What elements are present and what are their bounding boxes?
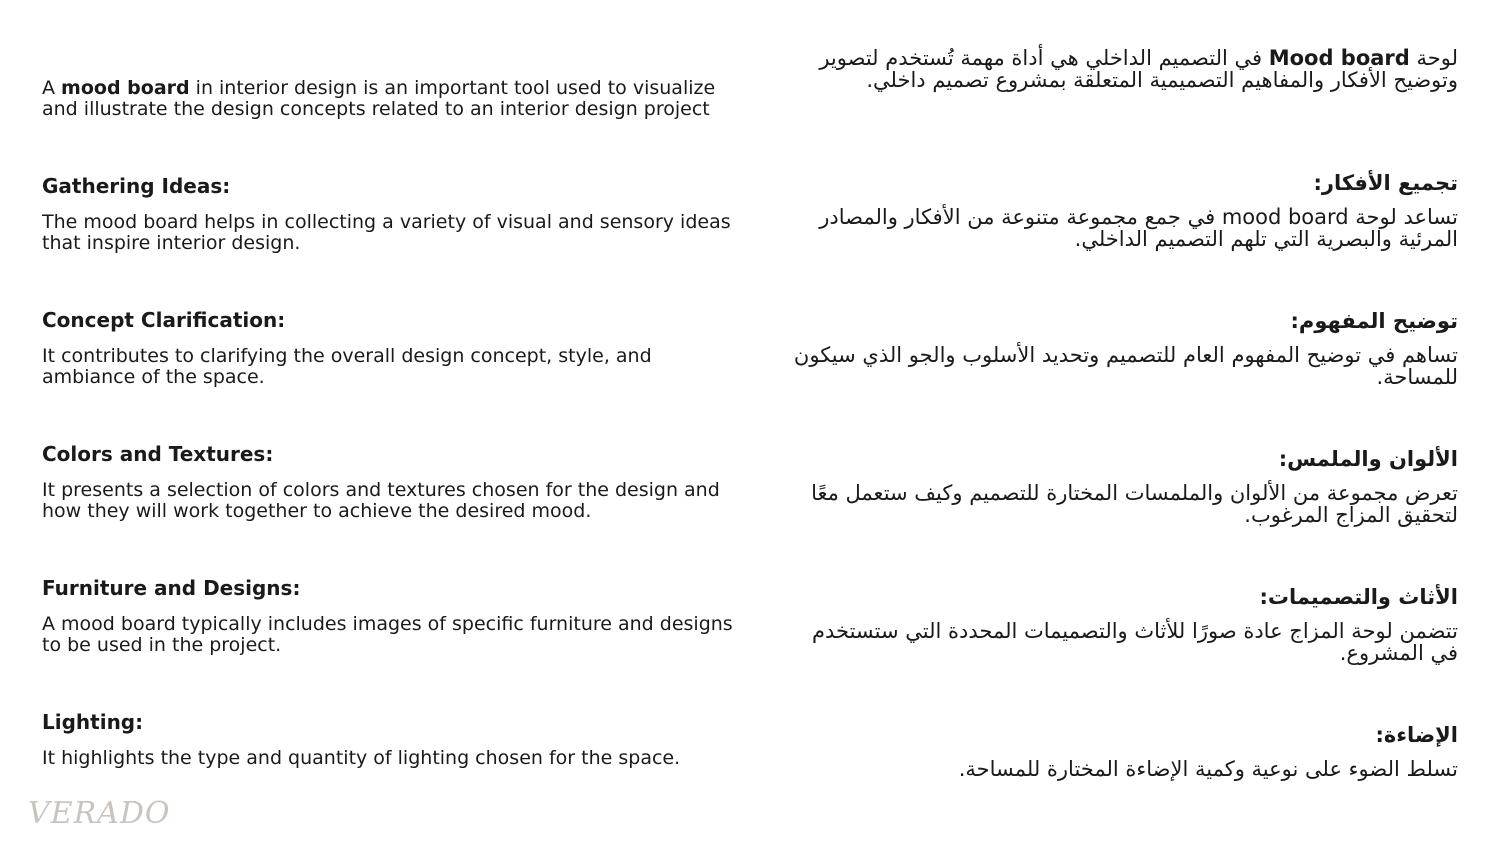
arabic-intro <box>818 47 1458 91</box>
english-section-furniture-designs <box>42 576 742 656</box>
english-body: It contributes to clarifying the overall design concept, style, and ambiance of the space. <box>42 345 652 388</box>
arabic-intro-suffix: في التصميم الداخلي هي أداة مهمة تُستخدم لتصوير وتوضيح الأفكار والمفاهيم التصميمية المتعلقة بمشروع تصميم داخلي. <box>819 46 1458 92</box>
arabic-section-lighting <box>778 722 1458 780</box>
arabic-section-gathering-ideas <box>778 170 1458 250</box>
english-heading: Lighting: <box>42 710 144 734</box>
english-intro-prefix: A <box>42 77 62 99</box>
arabic-section-colors-textures <box>778 446 1458 526</box>
arabic-heading: الأثاث والتصميمات: <box>1259 585 1458 609</box>
arabic-intro-bold-term: Mood board <box>1268 46 1410 70</box>
arabic-body: تعرض مجموعة من الألوان والملمسات المختارة للتصميم وكيف ستعمل معًا لتحقيق المزاج المرغوب. <box>811 481 1458 527</box>
arabic-body: تتضمن لوحة المزاج عادة صورًا للأثاث والتصميمات المحددة التي ستستخدم في المشروع. <box>812 619 1458 665</box>
arabic-body: تسلط الضوء على نوعية وكمية الإضاءة المختارة للمساحة. <box>958 757 1458 781</box>
english-heading: Colors and Textures: <box>42 442 274 466</box>
english-heading: Concept Clarification: <box>42 308 286 332</box>
arabic-section-furniture-designs <box>778 584 1458 664</box>
arabic-body: تساهم في توضيح المفهوم العام للتصميم وتحديد الأسلوب والجو الذي سيكون للمساحة. <box>793 343 1458 389</box>
english-section-colors-textures <box>42 442 742 522</box>
arabic-heading: تجميع الأفكار: <box>1313 171 1458 195</box>
english-body: A mood board typically includes images of specific furniture and designs to be used in the project. <box>42 613 733 656</box>
english-intro-suffix: in interior design is an important tool used to visualize and illustrate the design concepts related to an interior design project <box>42 77 716 120</box>
arabic-section-concept-clarification <box>778 308 1458 388</box>
english-body: The mood board helps in collecting a variety of visual and sensory ideas that inspire interior design. <box>42 211 731 254</box>
english-intro-bold-term: mood board <box>61 77 190 99</box>
english-heading: Gathering Ideas: <box>42 174 231 198</box>
english-heading: Furniture and Designs: <box>42 576 301 600</box>
english-body: It presents a selection of colors and textures chosen for the design and how they will work together to achieve the desired mood. <box>42 479 720 522</box>
english-section-concept-clarification <box>42 308 742 388</box>
english-intro <box>42 78 742 120</box>
english-section-lighting <box>42 710 742 769</box>
english-section-gathering-ideas <box>42 174 742 254</box>
english-body: It highlights the type and quantity of lighting chosen for the space. <box>42 747 681 769</box>
brand-logo: VERADO <box>28 796 171 831</box>
arabic-intro-prefix: لوحة <box>1409 46 1458 70</box>
arabic-body: تساعد لوحة mood board في جمع مجموعة متنوعة من الأفكار والمصادر المرئية والبصرية التي تلهم التصميم الداخلي. <box>819 205 1458 251</box>
arabic-heading: الإضاءة: <box>1375 723 1458 747</box>
arabic-heading: الألوان والملمس: <box>1278 447 1458 471</box>
arabic-heading: توضيح المفهوم: <box>1290 309 1458 333</box>
